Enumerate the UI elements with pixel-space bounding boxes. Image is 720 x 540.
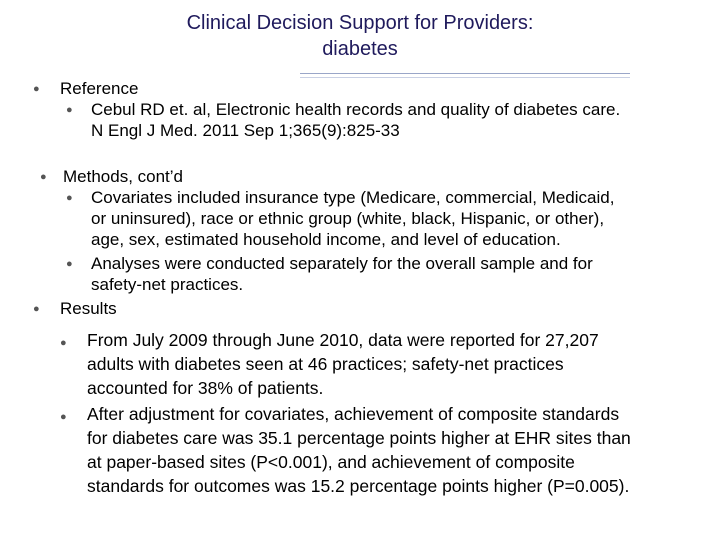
slide-title-line-1: Clinical Decision Support for Providers: — [186, 12, 534, 34]
results-item-1-line-2: adults with diabetes seen at 46 practices; safety-net practices — [87, 354, 564, 374]
bullet-dot-icon: ● — [66, 192, 73, 204]
results-item-2-line-2: for diabetes care was 35.1 percentage points higher at EHR sites than — [87, 428, 631, 448]
slide-title-line-2: diabetes — [322, 38, 398, 60]
results-item-2-line-3: at paper-based sites (P<0.001), and achievement of composite — [87, 452, 575, 472]
bullet-dot-icon: ● — [33, 303, 40, 315]
reference-item-1-line-2: N Engl J Med. 2011 Sep 1;365(9):825-33 — [91, 121, 400, 140]
reference-item-1-line-1: Cebul RD et. al, Electronic health records and quality of diabetes care. — [91, 100, 621, 119]
section-heading-reference: Reference — [60, 79, 139, 98]
bullet-dot-icon: ● — [60, 411, 67, 423]
methods-item-1-line-1: Covariates included insurance type (Medicare, commercial, Medicaid, — [91, 188, 615, 207]
section-heading-methods: Methods, cont’d — [63, 167, 184, 186]
methods-item-1-line-3: age, sex, estimated household income, and level of education. — [91, 230, 561, 249]
results-item-2-line-4: standards for outcomes was 15.2 percentage points higher (P=0.005). — [87, 476, 630, 496]
results-item-2-line-1: After adjustment for covariates, achievement of composite standards — [87, 404, 620, 424]
methods-item-1-line-2: or uninsured), race or ethnic group (white, black, Hispanic, or other), — [91, 209, 605, 228]
bullet-dot-icon: ● — [66, 104, 73, 116]
slide-title — [0, 10, 720, 62]
results-item-1-line-1: From July 2009 through June 2010, data were reported for 27,207 — [87, 330, 599, 350]
methods-item-2-line-2: safety-net practices. — [91, 275, 244, 294]
bullet-dot-icon: ● — [33, 83, 40, 95]
bullet-dot-icon: ● — [66, 258, 73, 270]
section-heading-results: Results — [60, 299, 117, 318]
bullet-dot-icon: ● — [60, 337, 67, 349]
bullet-dot-icon: ● — [40, 171, 47, 183]
results-item-1-line-3: accounted for 38% of patients. — [87, 378, 324, 398]
methods-item-2-line-1: Analyses were conducted separately for the overall sample and for — [91, 254, 593, 273]
title-divider — [300, 73, 630, 78]
